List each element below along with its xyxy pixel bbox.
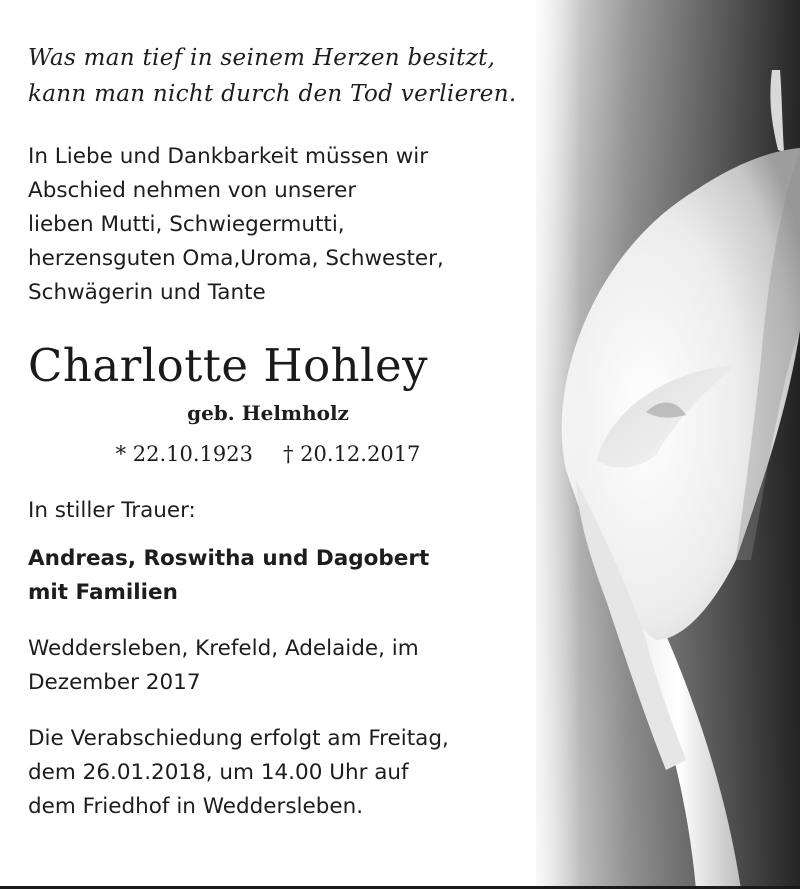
place-date-line: Dezember 2017 (28, 670, 201, 695)
birth-date: * 22.10.1923 (115, 442, 253, 466)
maiden-name: geb. Helmholz (187, 401, 349, 425)
motto-quote (28, 40, 588, 112)
death-date: † 20.12.2017 (283, 442, 421, 466)
intro-line: lieben Mutti, Schwiegermutti, (28, 212, 345, 237)
mourners-line: mit Familien (28, 580, 178, 605)
motto-line: kann man nicht durch den Tod verlieren. (28, 81, 517, 107)
place-date-line: Weddersleben, Krefeld, Adelaide, im (28, 636, 419, 661)
mourning-label-text: In stiller Trauer: (28, 498, 196, 523)
funeral-line: dem 26.01.2018, um 14.00 Uhr auf (28, 760, 409, 785)
intro-line: Schwägerin und Tante (28, 280, 266, 305)
intro-text (28, 140, 588, 310)
place-date (28, 632, 588, 700)
mourners-line: Andreas, Roswitha und Dagobert (28, 546, 430, 571)
deceased-name: Charlotte Hohley (28, 339, 429, 392)
funeral-line: Die Verabschiedung erfolgt am Freitag, (28, 726, 449, 751)
intro-line: In Liebe und Dankbarkeit müssen wir (28, 144, 429, 169)
motto-line: Was man tief in seinem Herzen besitzt, (28, 45, 496, 71)
mourning-label (28, 494, 588, 528)
mourners (28, 542, 588, 610)
funeral-info (28, 722, 588, 824)
life-dates (28, 438, 508, 470)
intro-line: Abschied nehmen von unserer (28, 178, 357, 203)
funeral-line: dem Friedhof in Weddersleben. (28, 794, 364, 819)
notice-text (28, 40, 588, 824)
intro-line: herzensguten Oma,Uroma, Schwester, (28, 246, 444, 271)
